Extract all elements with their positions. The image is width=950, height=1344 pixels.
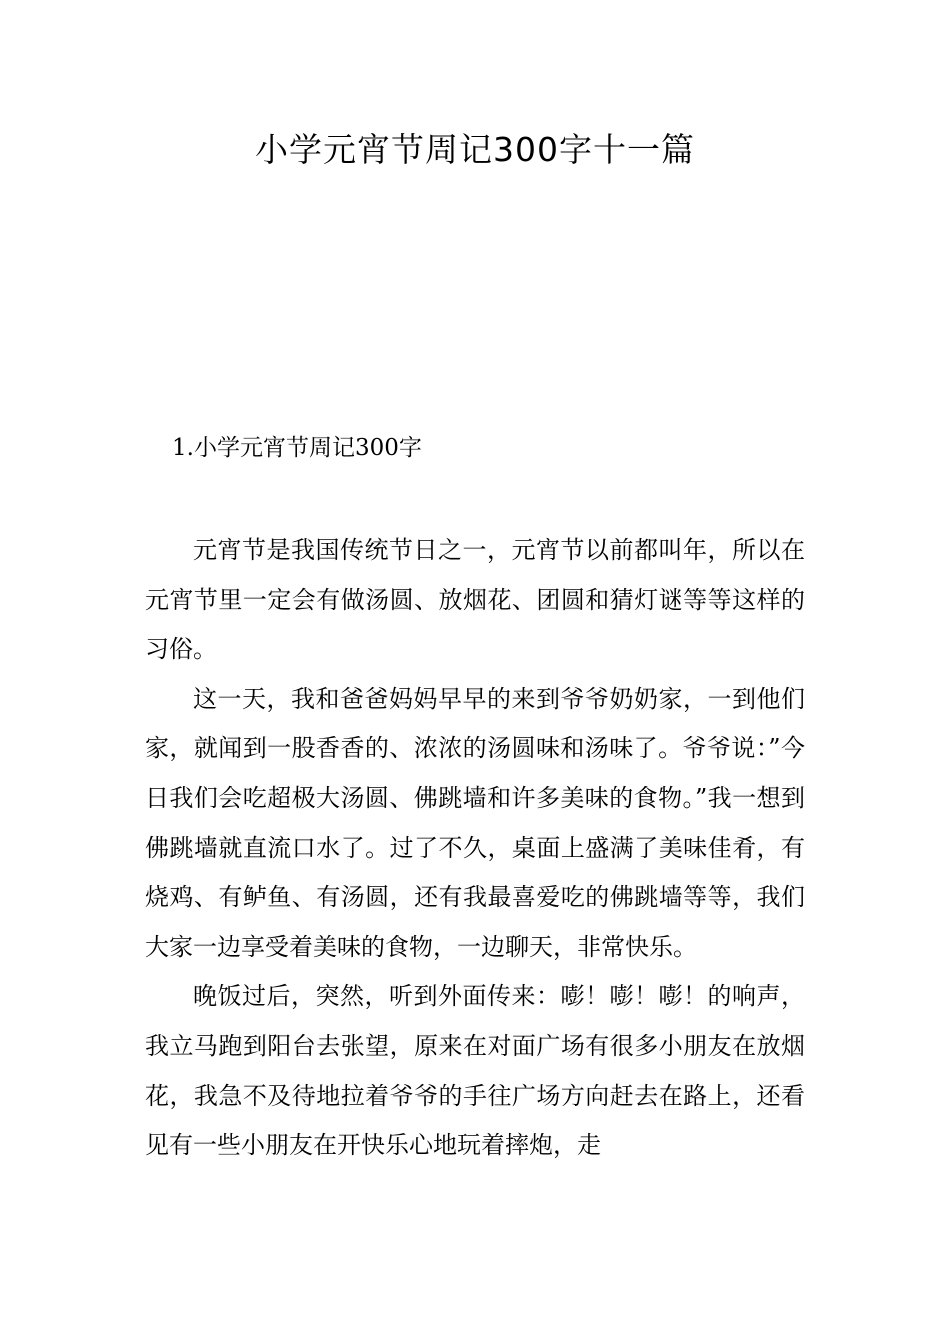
section-heading: 1.小学元宵节周记300字 — [172, 435, 422, 461]
paragraph: 元宵节是我国传统节日之一，元宵节以前都叫年，所以在元宵节里一定会有做汤圆、放烟花、团圆和猜灯谜等等这样的习俗。 — [145, 536, 805, 664]
paragraph: 这一天，我和爸爸妈妈早早的来到爷爷奶奶家，一到他们家，就闻到一股香香的、浓浓的汤圆味和汤味了。爷爷说：”今日我们会吃超极大汤圆、佛跳墙和许多美味的食物。”我一想到佛跳墙就直流口水了。过了不久，桌面上盛满了美味佳肴，有烧鸡、有鲈鱼、有汤圆，还有我最喜爱吃的佛跳墙等等，我们大家一边享受着美味的食物，一边聊天，非常快乐。 — [145, 684, 805, 961]
essay-body — [145, 526, 805, 1171]
paragraph: 晚饭过后，突然，听到外面传来：嘭！嘭！嘭！的响声，我立马跑到阳台去张望，原来在对面广场有很多小朋友在放烟花，我急不及待地拉着爷爷的手往广场方向赶去在路上，还看见有一些小朋友在开快乐心地玩着摔炮，走 — [145, 982, 805, 1160]
document-title: 小学元宵节周记300字十一篇 — [255, 130, 695, 169]
